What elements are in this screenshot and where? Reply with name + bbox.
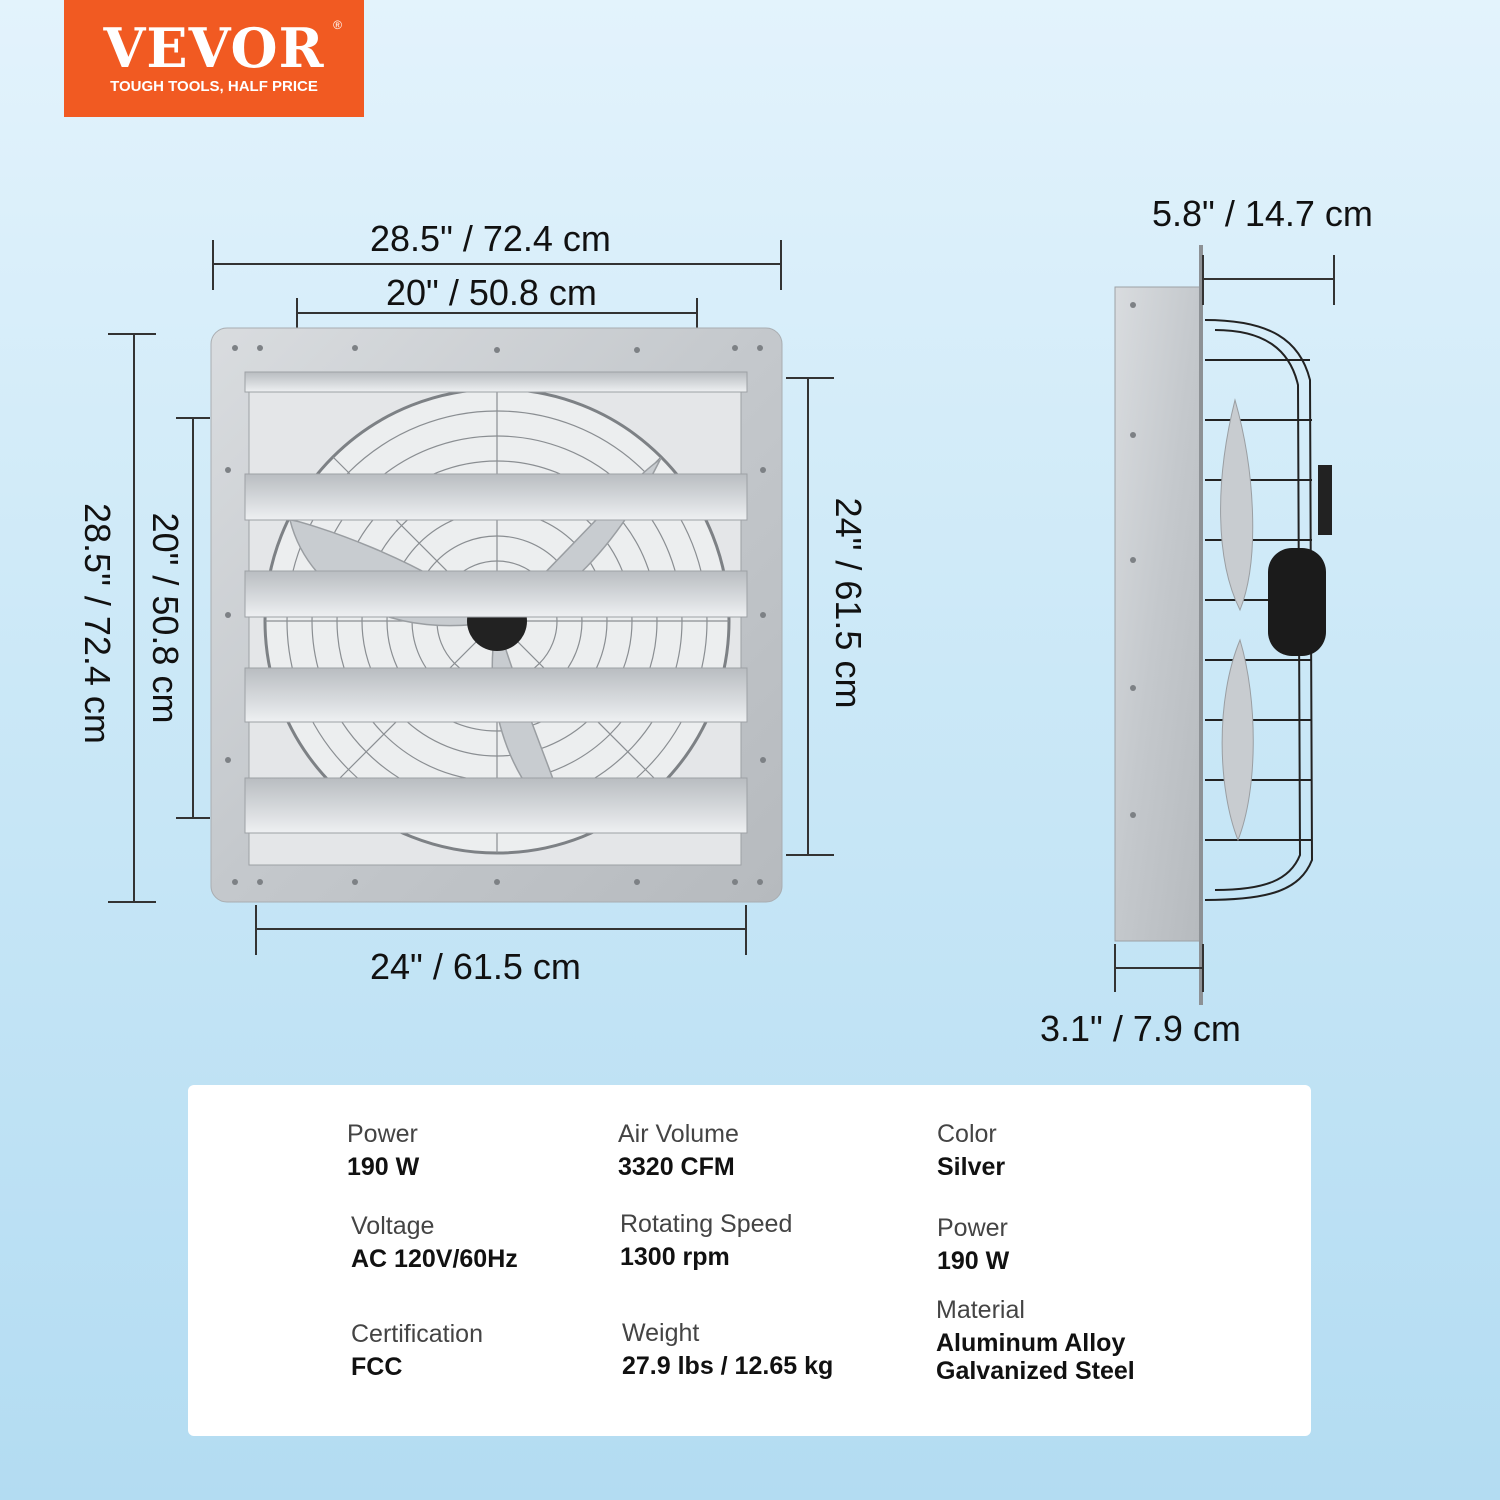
front-view-fan [211, 328, 782, 902]
spec-value: 190 W [347, 1153, 420, 1181]
logo-brand: VEVOR [103, 16, 325, 80]
front-inner-height-label: 20" / 50.8 cm [145, 512, 186, 724]
spec-value: AC 120V/60Hz [351, 1245, 518, 1273]
spec-material [936, 1296, 1135, 1385]
spec-rotating-speed [620, 1210, 792, 1271]
spec-label: Rotating Speed [620, 1210, 793, 1238]
spec-label: Color [937, 1120, 997, 1148]
spec-color [937, 1120, 1005, 1181]
spec-value: Aluminum Alloy Galvanized Steel [936, 1329, 1135, 1385]
spec-label: Air Volume [618, 1120, 739, 1148]
spec-air-volume [618, 1120, 739, 1181]
side-flange-label: 3.1" / 7.9 cm [1040, 1008, 1241, 1049]
spec-label: Power [347, 1120, 418, 1148]
front-total-height-label: 28.5" / 72.4 cm [77, 503, 118, 744]
front-frame-height-label: 24" / 61.5 cm [828, 497, 869, 709]
specifications-card [188, 1085, 1311, 1436]
spec-label: Certification [351, 1320, 483, 1348]
spec-power [347, 1120, 419, 1181]
front-frame-width-label: 24" / 61.5 cm [370, 946, 581, 987]
spec-label: Weight [622, 1319, 700, 1347]
spec-weight [622, 1319, 833, 1380]
logo-registered-mark: ® [333, 18, 342, 32]
front-total-width-label: 28.5" / 72.4 cm [370, 218, 611, 259]
front-inner-width-label: 20" / 50.8 cm [386, 272, 597, 313]
spec-certification [351, 1320, 483, 1381]
spec-value: 1300 rpm [620, 1243, 730, 1271]
spec-label: Power [937, 1214, 1008, 1242]
side-view-fan [1115, 245, 1332, 1005]
spec-label: Material [936, 1296, 1025, 1324]
spec-voltage [351, 1212, 518, 1273]
side-depth-label: 5.8" / 14.7 cm [1152, 193, 1373, 234]
spec-value: FCC [351, 1353, 403, 1381]
spec-value: Silver [937, 1153, 1006, 1181]
spec-power-2 [937, 1214, 1009, 1275]
spec-label: Voltage [351, 1212, 435, 1240]
spec-value: 190 W [937, 1247, 1010, 1275]
spec-value: 27.9 lbs / 12.65 kg [622, 1352, 834, 1380]
logo-tagline: TOUGH TOOLS, HALF PRICE [110, 78, 318, 95]
spec-value: 3320 CFM [618, 1153, 735, 1181]
